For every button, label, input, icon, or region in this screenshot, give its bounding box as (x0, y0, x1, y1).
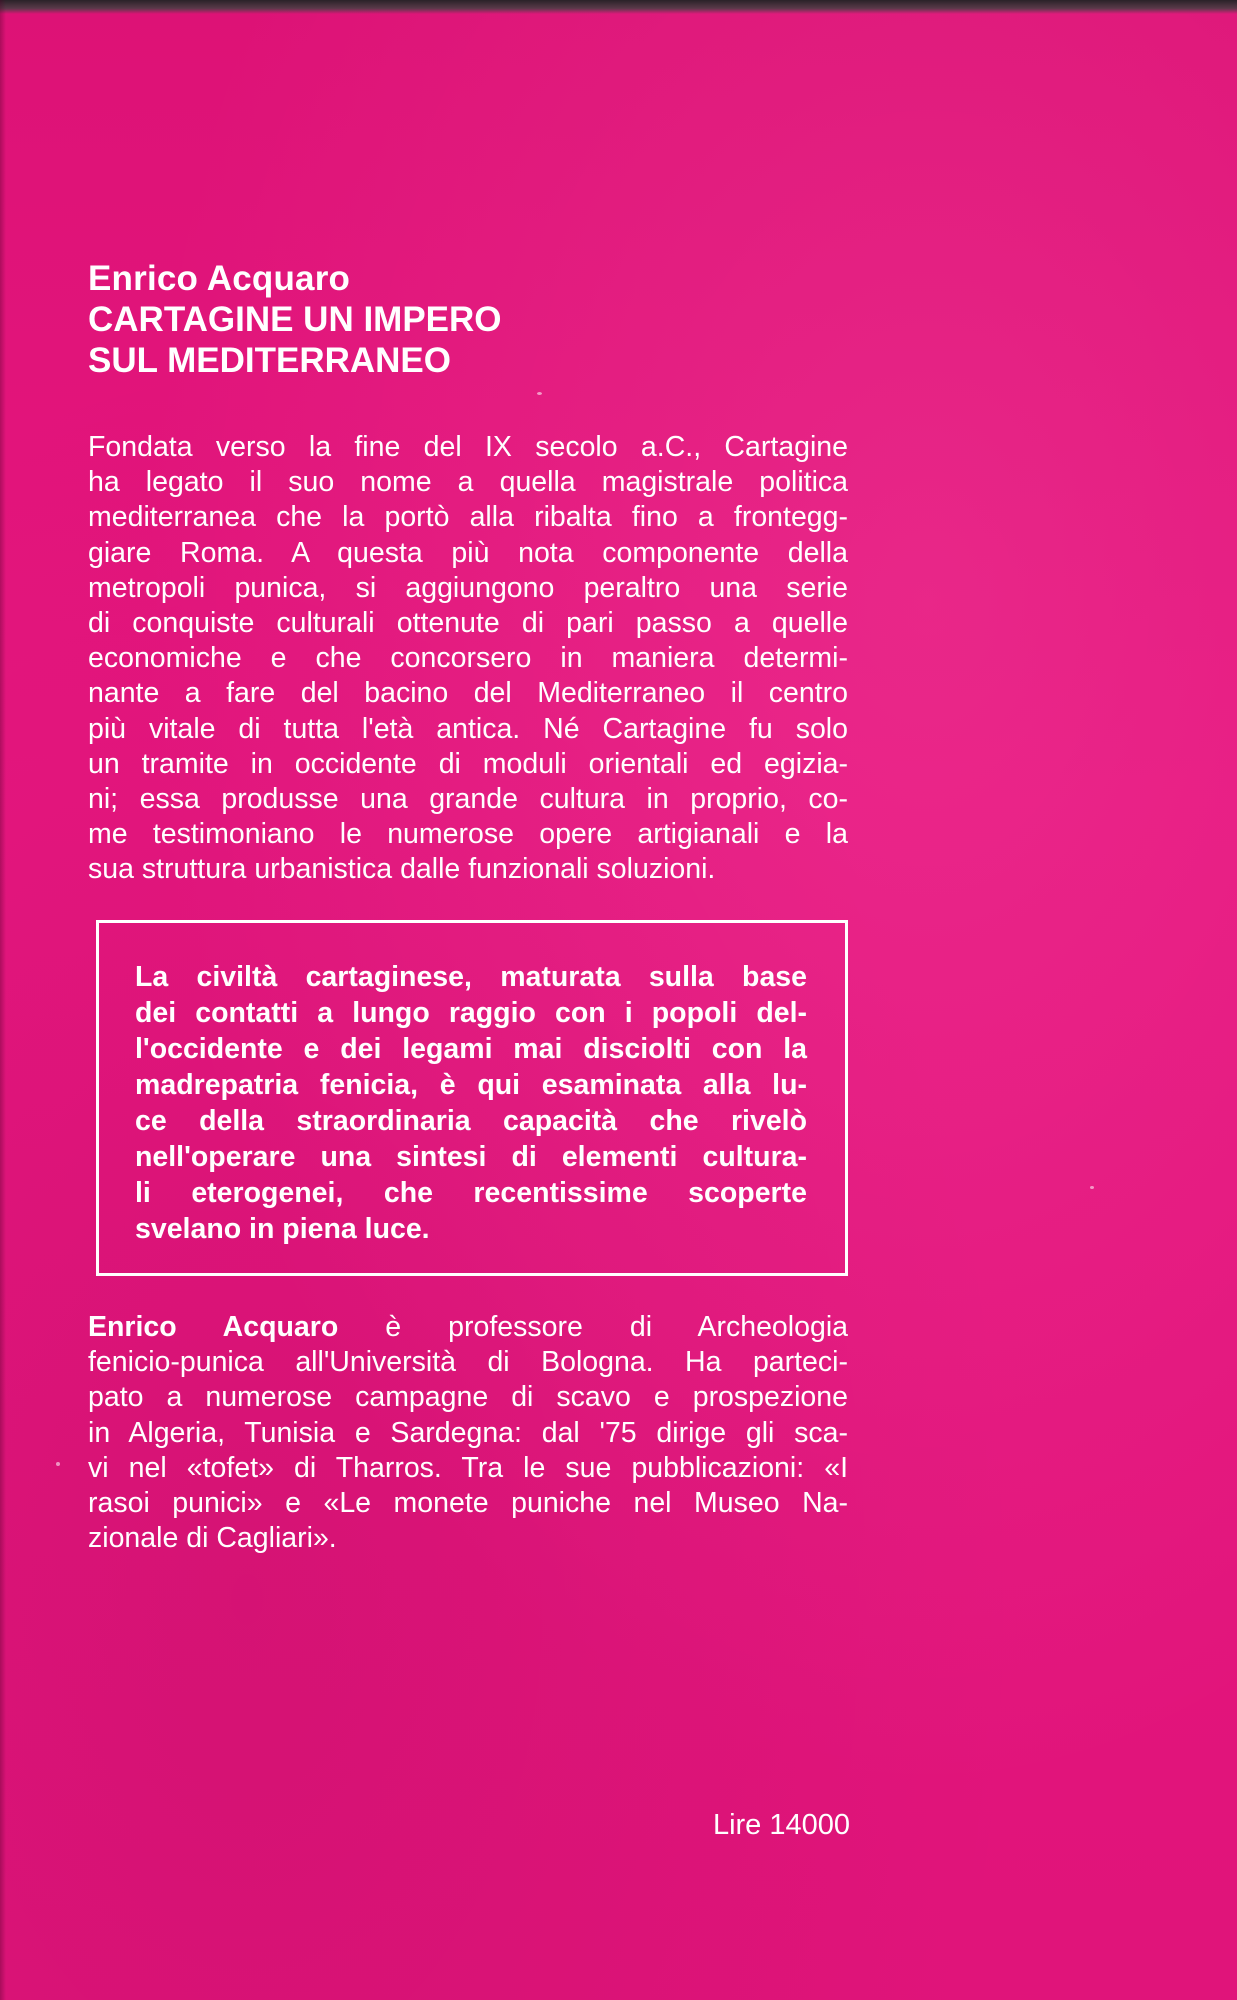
description-line: nante a fare del bacino del Mediterraneo il centro (88, 677, 848, 710)
highlight-box (96, 920, 848, 1276)
bio-line: rasoi punici» e «Le monete puniche nel Museo Na- (88, 1487, 848, 1520)
description-line: Fondata verso la fine del IX secolo a.C., Cartagine (88, 431, 848, 463)
description-paragraph (88, 430, 848, 888)
description-line: giare Roma. A questa più nota componente della (88, 536, 848, 569)
description-line: ha legato il suo nome a quella magistrale politica (88, 466, 848, 499)
title-block (88, 258, 848, 381)
description-line: sua struttura urbanistica dalle funzionali soluzioni. (88, 853, 716, 886)
description-line: di conquiste culturali ottenute di pari passo a quelle (88, 607, 848, 640)
highlight-line: nell'operare una sintesi di elementi cultura- (135, 1141, 807, 1173)
bio-line: vi nel «tofet» di Tharros. Tra le sue pubblicazioni: «I (88, 1451, 848, 1484)
bio-line: fenicio-punica all'Università di Bologna. Ha parteci- (88, 1346, 848, 1379)
description-line: mediterranea che la portò alla ribalta fino a frontegg- (88, 501, 848, 534)
highlight-line: l'occidente e dei legami mai disciolti con la (135, 1033, 807, 1065)
description-line: me testimoniano le numerose opere artigianali e la (88, 818, 848, 851)
paper-speck (56, 1462, 60, 1466)
highlight-line: ce della straordinaria capacità che rivelò (135, 1105, 807, 1137)
bio-line: pato a numerose campagne di scavo e prospezione (88, 1381, 848, 1414)
highlight-line: li eterogenei, che recentissime scoperte (135, 1177, 807, 1209)
description-line: più vitale di tutta l'età antica. Né Cartagine fu solo (88, 712, 848, 745)
highlight-line: svelano in piena luce. (135, 1213, 430, 1245)
description-line: metropoli punica, si aggiungono peraltro una serie (88, 571, 848, 604)
description-line: un tramite in occidente di moduli orientali ed egizia- (88, 747, 848, 780)
author-name: Enrico Acquaro (88, 259, 351, 298)
book-title-line-1: CARTAGINE UN IMPERO (88, 300, 502, 339)
bio-first-line-rest: è professore di Archeologia (385, 1311, 848, 1343)
bio-line: in Algeria, Tunisia e Sardegna: dal '75 dirige gli sca- (88, 1416, 848, 1449)
highlight-text (135, 959, 807, 1247)
highlight-line: dei contatti a lungo raggio con i popoli del- (135, 997, 807, 1029)
description-line: economiche e che concorsero in maniera determi- (88, 642, 848, 675)
paper-speck (1090, 1186, 1094, 1189)
bio-line: zionale di Cagliari». (88, 1522, 337, 1555)
description-line: ni; essa produsse una grande cultura in proprio, co- (88, 783, 848, 816)
paper-speck (537, 392, 542, 395)
bio-author-name: Enrico Acquaro (88, 1311, 339, 1343)
author-bio (88, 1310, 848, 1556)
cover-top-edge (0, 0, 1237, 14)
book-title-line-2: SUL MEDITERRANEO (88, 341, 451, 380)
highlight-line: La civiltà cartaginese, maturata sulla base (135, 961, 807, 993)
price-label: Lire 14000 (712, 1809, 850, 1841)
highlight-line: madrepatria fenicia, è qui esaminata alla lu- (135, 1069, 807, 1101)
spine-shadow (0, 0, 6, 2000)
bio-first-line (88, 1310, 848, 1345)
